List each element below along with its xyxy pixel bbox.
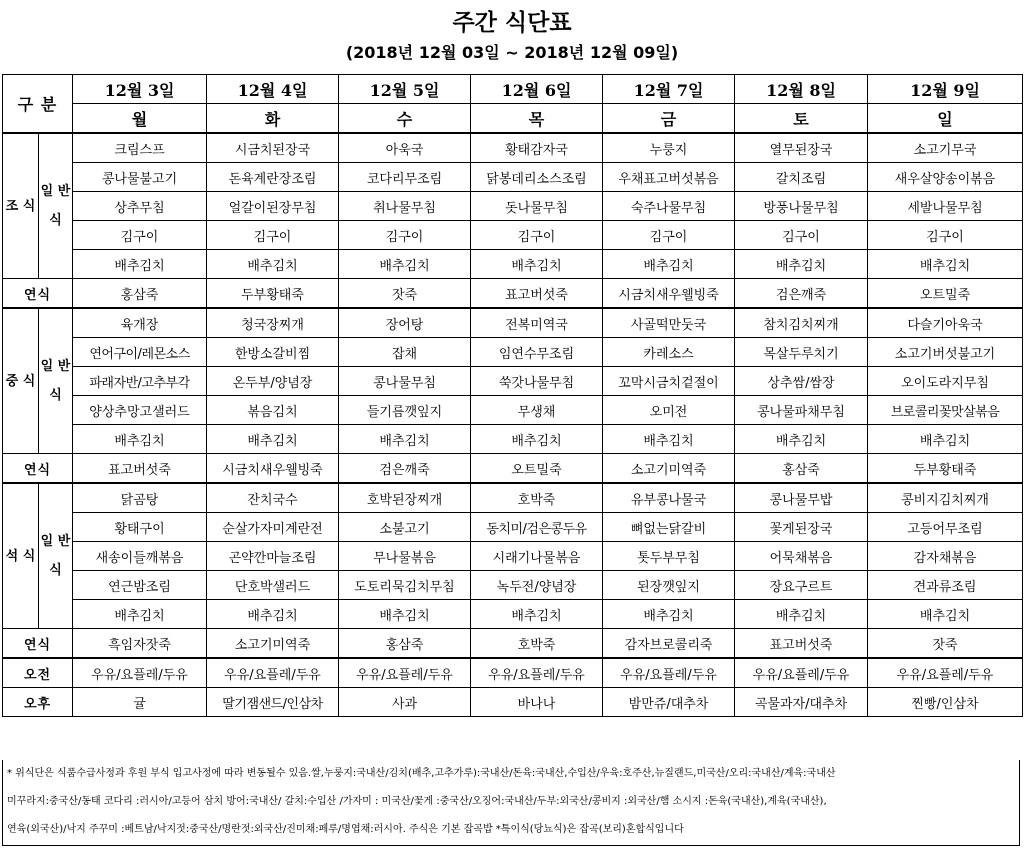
soft-diet-label: 연식 xyxy=(3,629,73,659)
menu-cell: 한방소갈비찜 xyxy=(207,338,339,367)
menu-cell: 온두부/양념장 xyxy=(207,367,339,396)
soft-menu-cell: 오트밀죽 xyxy=(471,454,603,484)
menu-cell: 숙주나물무침 xyxy=(603,192,735,221)
menu-cell: 배추김치 xyxy=(73,600,207,629)
snack-pm-cell: 사과 xyxy=(339,688,471,717)
menu-cell: 톳두부무침 xyxy=(603,542,735,571)
menu-cell: 단호박샐러드 xyxy=(207,571,339,600)
menu-cell: 배추김치 xyxy=(471,250,603,279)
soft-menu-cell: 홍삼죽 xyxy=(735,454,868,484)
menu-cell: 김구이 xyxy=(868,221,1023,250)
snack-am-cell: 우유/요플레/두유 xyxy=(471,658,603,688)
soft-menu-cell: 감자브로콜리죽 xyxy=(603,629,735,659)
soft-menu-cell: 호박죽 xyxy=(471,629,603,659)
menu-cell: 파래자반/고추부각 xyxy=(73,367,207,396)
menu-cell: 오이도라지무침 xyxy=(868,367,1023,396)
menu-cell: 전복미역국 xyxy=(471,308,603,338)
menu-cell: 장요구르트 xyxy=(735,571,868,600)
soft-menu-cell: 표고버섯죽 xyxy=(73,454,207,484)
menu-cell: 우채표고버섯볶음 xyxy=(603,163,735,192)
menu-cell: 크림스프 xyxy=(73,133,207,163)
soft-menu-cell: 잣죽 xyxy=(339,279,471,309)
soft-menu-cell: 소고기미역죽 xyxy=(207,629,339,659)
menu-cell: 도토리묵김치무침 xyxy=(339,571,471,600)
menu-cell: 배추김치 xyxy=(735,600,868,629)
menu-cell: 볶음김치 xyxy=(207,396,339,425)
menu-cell: 콩나물불고기 xyxy=(73,163,207,192)
menu-cell: 잔치국수 xyxy=(207,483,339,513)
menu-cell: 동치미/검은콩두유 xyxy=(471,513,603,542)
soft-diet-label: 연식 xyxy=(3,279,73,309)
menu-cell: 쑥갓나물무침 xyxy=(471,367,603,396)
menu-cell: 참치김치찌개 xyxy=(735,308,868,338)
snack-am-cell: 우유/요플레/두유 xyxy=(73,658,207,688)
weekday-header: 일 xyxy=(868,104,1023,134)
menu-cell: 배추김치 xyxy=(207,600,339,629)
menu-cell: 연어구이/레몬소스 xyxy=(73,338,207,367)
notes xyxy=(2,760,1020,846)
menu-cell: 곤약깐마늘조림 xyxy=(207,542,339,571)
weekday-header: 목 xyxy=(471,104,603,134)
menu-cell: 다슬기아욱국 xyxy=(868,308,1023,338)
soft-menu-cell: 시금치새우웰빙죽 xyxy=(207,454,339,484)
snack-am-cell: 우유/요플레/두유 xyxy=(207,658,339,688)
date-header: 12월 4일 xyxy=(207,75,339,104)
menu-cell: 배추김치 xyxy=(207,250,339,279)
soft-menu-cell: 오트밀죽 xyxy=(868,279,1023,309)
weekday-header: 수 xyxy=(339,104,471,134)
snack-am-label: 오전 xyxy=(3,658,73,688)
menu-cell: 임연수무조림 xyxy=(471,338,603,367)
menu-cell: 목살두루치기 xyxy=(735,338,868,367)
menu-cell: 소고기무국 xyxy=(868,133,1023,163)
menu-cell: 사골떡만둣국 xyxy=(603,308,735,338)
menu-cell: 장어탕 xyxy=(339,308,471,338)
menu-cell: 육개장 xyxy=(73,308,207,338)
menu-cell: 상추무침 xyxy=(73,192,207,221)
soft-menu-cell: 소고기미역죽 xyxy=(603,454,735,484)
soft-menu-cell: 검은깨죽 xyxy=(735,279,868,309)
snack-pm-cell: 밤만쥬/대추차 xyxy=(603,688,735,717)
menu-cell: 배추김치 xyxy=(868,425,1023,454)
menu-cell: 어묵채볶음 xyxy=(735,542,868,571)
snack-am-cell: 우유/요플레/두유 xyxy=(868,658,1023,688)
snack-am-cell: 우유/요플레/두유 xyxy=(603,658,735,688)
note-line: * 위식단은 식품수급사정과 후원 부식 입고사정에 따라 변동될수 있음.쌀,누룽지:국내산/김치(배추,고추가루):국내산/돈육:국내산,수입산/우육:호주산,뉴질랜드,미국산/오리:국내산/계육:국내산 xyxy=(7,768,836,779)
soft-menu-cell: 검은깨죽 xyxy=(339,454,471,484)
soft-menu-cell: 시금치새우웰빙죽 xyxy=(603,279,735,309)
menu-cell: 배추김치 xyxy=(735,250,868,279)
soft-diet-label: 연식 xyxy=(3,454,73,484)
menu-cell: 무생채 xyxy=(471,396,603,425)
menu-cell: 꼬막시금치겉절이 xyxy=(603,367,735,396)
menu-cell: 양상추망고샐러드 xyxy=(73,396,207,425)
menu-cell: 김구이 xyxy=(735,221,868,250)
note-line: 미꾸라지:중국산/동태 코다리 :러시아/고등어 삼치 방어:국내산/ 갈치:수입산 /가자미 : 미국산/꽃게 :중국산/오징어:국내산/두부:외국산/콩비지 :외국산/햄 소시지 :돈육(국내산),계육(국내산), xyxy=(7,796,827,807)
weekday-header: 화 xyxy=(207,104,339,134)
snack-pm-cell: 딸기잼샌드/인삼차 xyxy=(207,688,339,717)
menu-cell: 배추김치 xyxy=(339,425,471,454)
snack-pm-cell: 귤 xyxy=(73,688,207,717)
menu-cell: 호박죽 xyxy=(471,483,603,513)
meal-table xyxy=(2,74,1023,717)
menu-cell: 카레소스 xyxy=(603,338,735,367)
menu-cell: 배추김치 xyxy=(735,425,868,454)
weekday-header: 토 xyxy=(735,104,868,134)
menu-cell: 배추김치 xyxy=(73,425,207,454)
menu-cell: 소고기버섯불고기 xyxy=(868,338,1023,367)
menu-cell: 세발나물무침 xyxy=(868,192,1023,221)
soft-menu-cell: 표고버섯죽 xyxy=(735,629,868,659)
menu-cell: 유부콩나물국 xyxy=(603,483,735,513)
menu-cell: 닭봉데리소스조림 xyxy=(471,163,603,192)
menu-cell: 뼈없는닭갈비 xyxy=(603,513,735,542)
menu-cell: 콩나물파채무침 xyxy=(735,396,868,425)
date-header: 12월 9일 xyxy=(868,75,1023,104)
soft-menu-cell: 홍삼죽 xyxy=(73,279,207,309)
menu-cell: 콩나물무밥 xyxy=(735,483,868,513)
menu-cell: 황태감자국 xyxy=(471,133,603,163)
weekday-header: 월 xyxy=(73,104,207,134)
date-header: 12월 3일 xyxy=(73,75,207,104)
menu-cell: 청국장찌개 xyxy=(207,308,339,338)
menu-cell: 오미전 xyxy=(603,396,735,425)
snack-pm-cell: 찐빵/인삼차 xyxy=(868,688,1023,717)
weekday-header: 금 xyxy=(603,104,735,134)
menu-cell: 배추김치 xyxy=(603,250,735,279)
date-header: 12월 6일 xyxy=(471,75,603,104)
menu-cell: 새송이들깨볶음 xyxy=(73,542,207,571)
menu-cell: 상추쌈/쌈장 xyxy=(735,367,868,396)
menu-cell: 된장깻잎지 xyxy=(603,571,735,600)
general-diet-label: 일 반 식 xyxy=(39,308,73,454)
menu-cell: 시금치된장국 xyxy=(207,133,339,163)
general-diet-label: 일 반 식 xyxy=(39,133,73,279)
menu-cell: 김구이 xyxy=(471,221,603,250)
soft-menu-cell: 홍삼죽 xyxy=(339,629,471,659)
menu-cell: 녹두전/양념장 xyxy=(471,571,603,600)
menu-cell: 순살가자미계란전 xyxy=(207,513,339,542)
date-header: 12월 5일 xyxy=(339,75,471,104)
date-range: (2018년 12월 03일 ~ 2018년 12월 09일) xyxy=(345,43,679,62)
menu-cell: 누룽지 xyxy=(603,133,735,163)
snack-am-cell: 우유/요플레/두유 xyxy=(735,658,868,688)
menu-cell: 배추김치 xyxy=(207,425,339,454)
menu-cell: 연근밤조림 xyxy=(73,571,207,600)
snack-pm-label: 오후 xyxy=(3,688,73,717)
menu-cell: 시래기나물볶음 xyxy=(471,542,603,571)
menu-cell: 닭곰탕 xyxy=(73,483,207,513)
menu-cell: 고등어무조림 xyxy=(868,513,1023,542)
menu-cell: 배추김치 xyxy=(339,250,471,279)
menu-cell: 꽃게된장국 xyxy=(735,513,868,542)
soft-menu-cell: 잣죽 xyxy=(868,629,1023,659)
menu-cell: 돈육계란장조림 xyxy=(207,163,339,192)
menu-cell: 감자채볶음 xyxy=(868,542,1023,571)
menu-cell: 취나물무침 xyxy=(339,192,471,221)
snack-pm-cell: 바나나 xyxy=(471,688,603,717)
menu-cell: 배추김치 xyxy=(339,600,471,629)
soft-menu-cell: 두부황태죽 xyxy=(207,279,339,309)
menu-cell: 무나물볶음 xyxy=(339,542,471,571)
menu-cell: 아욱국 xyxy=(339,133,471,163)
menu-cell: 배추김치 xyxy=(868,250,1023,279)
menu-cell: 황태구이 xyxy=(73,513,207,542)
menu-cell: 배추김치 xyxy=(603,425,735,454)
menu-cell: 김구이 xyxy=(73,221,207,250)
general-diet-label: 일 반 식 xyxy=(39,483,73,629)
menu-cell: 김구이 xyxy=(207,221,339,250)
date-header: 12월 8일 xyxy=(735,75,868,104)
menu-cell: 잡채 xyxy=(339,338,471,367)
menu-cell: 브로콜리꽃맛살볶음 xyxy=(868,396,1023,425)
menu-cell: 콩나물무침 xyxy=(339,367,471,396)
snack-pm-cell: 곡물과자/대추차 xyxy=(735,688,868,717)
page-title: 주간 식단표 xyxy=(452,10,572,36)
menu-cell: 배추김치 xyxy=(73,250,207,279)
menu-cell: 견과류조림 xyxy=(868,571,1023,600)
soft-menu-cell: 표고버섯죽 xyxy=(471,279,603,309)
menu-cell: 배추김치 xyxy=(603,600,735,629)
menu-cell: 배추김치 xyxy=(471,600,603,629)
menu-cell: 김구이 xyxy=(339,221,471,250)
menu-cell: 소불고기 xyxy=(339,513,471,542)
snack-am-cell: 우유/요플레/두유 xyxy=(339,658,471,688)
menu-cell: 콩비지김치찌개 xyxy=(868,483,1023,513)
menu-cell: 배추김치 xyxy=(471,425,603,454)
note-line: 연육(외국산)/낙지 주꾸미 :베트남/낙지젓:중국산/명란젓:외국산/진미채:페루/명엽채:러시아. 주식은 기본 잡곡밥 *특이식(당뇨식)은 잡곡(보리)혼합식입니다 xyxy=(7,824,684,835)
soft-menu-cell: 두부황태죽 xyxy=(868,454,1023,484)
menu-cell: 호박된장찌개 xyxy=(339,483,471,513)
date-header: 12월 7일 xyxy=(603,75,735,104)
menu-cell: 얼갈이된장무침 xyxy=(207,192,339,221)
menu-cell: 돗나물무침 xyxy=(471,192,603,221)
menu-cell: 열무된장국 xyxy=(735,133,868,163)
menu-cell: 갈치조림 xyxy=(735,163,868,192)
menu-cell: 코다리무조림 xyxy=(339,163,471,192)
menu-cell: 새우살양송이볶음 xyxy=(868,163,1023,192)
menu-cell: 들기름깻잎지 xyxy=(339,396,471,425)
breakfast-label: 조 식 xyxy=(3,133,39,279)
menu-cell: 김구이 xyxy=(603,221,735,250)
dinner-label: 석 식 xyxy=(3,483,39,629)
menu-cell: 배추김치 xyxy=(868,600,1023,629)
header-label: 구 분 xyxy=(3,75,73,134)
lunch-label: 중 식 xyxy=(3,308,39,454)
menu-cell: 방풍나물무침 xyxy=(735,192,868,221)
soft-menu-cell: 흑임자잣죽 xyxy=(73,629,207,659)
